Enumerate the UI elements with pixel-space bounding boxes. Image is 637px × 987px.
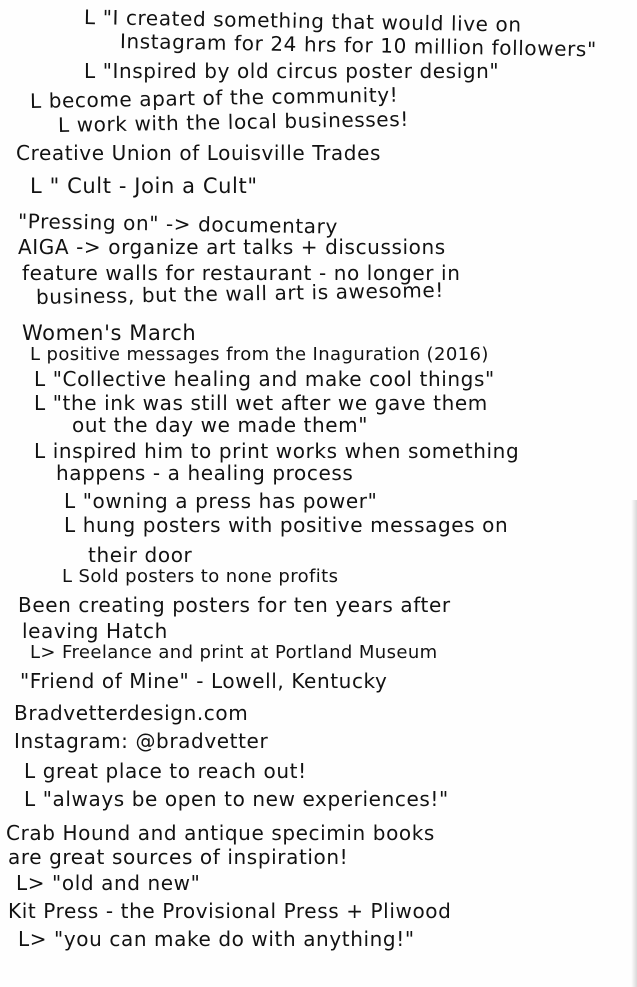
page-edge-shadow [631, 500, 637, 987]
note-line: are great sources of inspiration! [8, 845, 349, 869]
note-line: L great place to reach out! [24, 759, 307, 783]
note-line: L " Cult - Join a Cult" [30, 174, 258, 198]
note-line: feature walls for restaurant - no longer in [22, 261, 461, 285]
note-line: happens - a healing process [56, 461, 354, 485]
note-line: AIGA -> organize art talks + discussions [18, 235, 446, 259]
note-line: Instagram for 24 hrs for 10 million followers" [119, 29, 597, 62]
note-line: Instagram: @bradvetter [14, 729, 269, 753]
note-line: L positive messages from the Inaguration (2016) [30, 344, 489, 365]
note-line: "Pressing on" -> documentary [17, 209, 339, 239]
note-line: L> Freelance and print at Portland Museum [30, 642, 438, 663]
note-line: L hung posters with positive messages on [64, 513, 509, 537]
note-line: Been creating posters for ten years after [18, 593, 451, 617]
note-line: L "I created something that would live on [83, 5, 522, 37]
note-line: Bradvetterdesign.com [14, 701, 249, 725]
note-line: Creative Union of Louisville Trades [16, 141, 382, 165]
note-line: L work with the local businesses! [57, 106, 410, 137]
note-line: business, but the wall art is awesome! [35, 277, 445, 309]
note-line: L> "old and new" [16, 871, 201, 895]
note-line: L become apart of the community! [29, 82, 399, 113]
note-line: "Friend of Mine" - Lowell, Kentucky [20, 669, 388, 693]
note-line: leaving Hatch [22, 619, 168, 643]
note-line: L "owning a press has power" [64, 489, 378, 513]
note-line: L inspired him to print works when something [34, 439, 520, 463]
note-line: their door [88, 543, 193, 567]
note-line: L "Collective healing and make cool things" [34, 367, 495, 391]
note-line: L "always be open to new experiences!" [24, 787, 449, 811]
note-line: out the day we made them" [72, 413, 369, 437]
note-line: Crab Hound and antique specimin books [6, 821, 435, 845]
note-line: L> "you can make do with anything!" [18, 927, 415, 951]
note-line: Women's March [22, 321, 197, 345]
note-line: Kit Press - the Provisional Press + Pliwood [8, 899, 452, 923]
note-line: L "Inspired by old circus poster design" [84, 59, 500, 83]
note-line: L "the ink was still wet after we gave them [34, 391, 488, 415]
note-line: L Sold posters to none profits [62, 566, 339, 587]
